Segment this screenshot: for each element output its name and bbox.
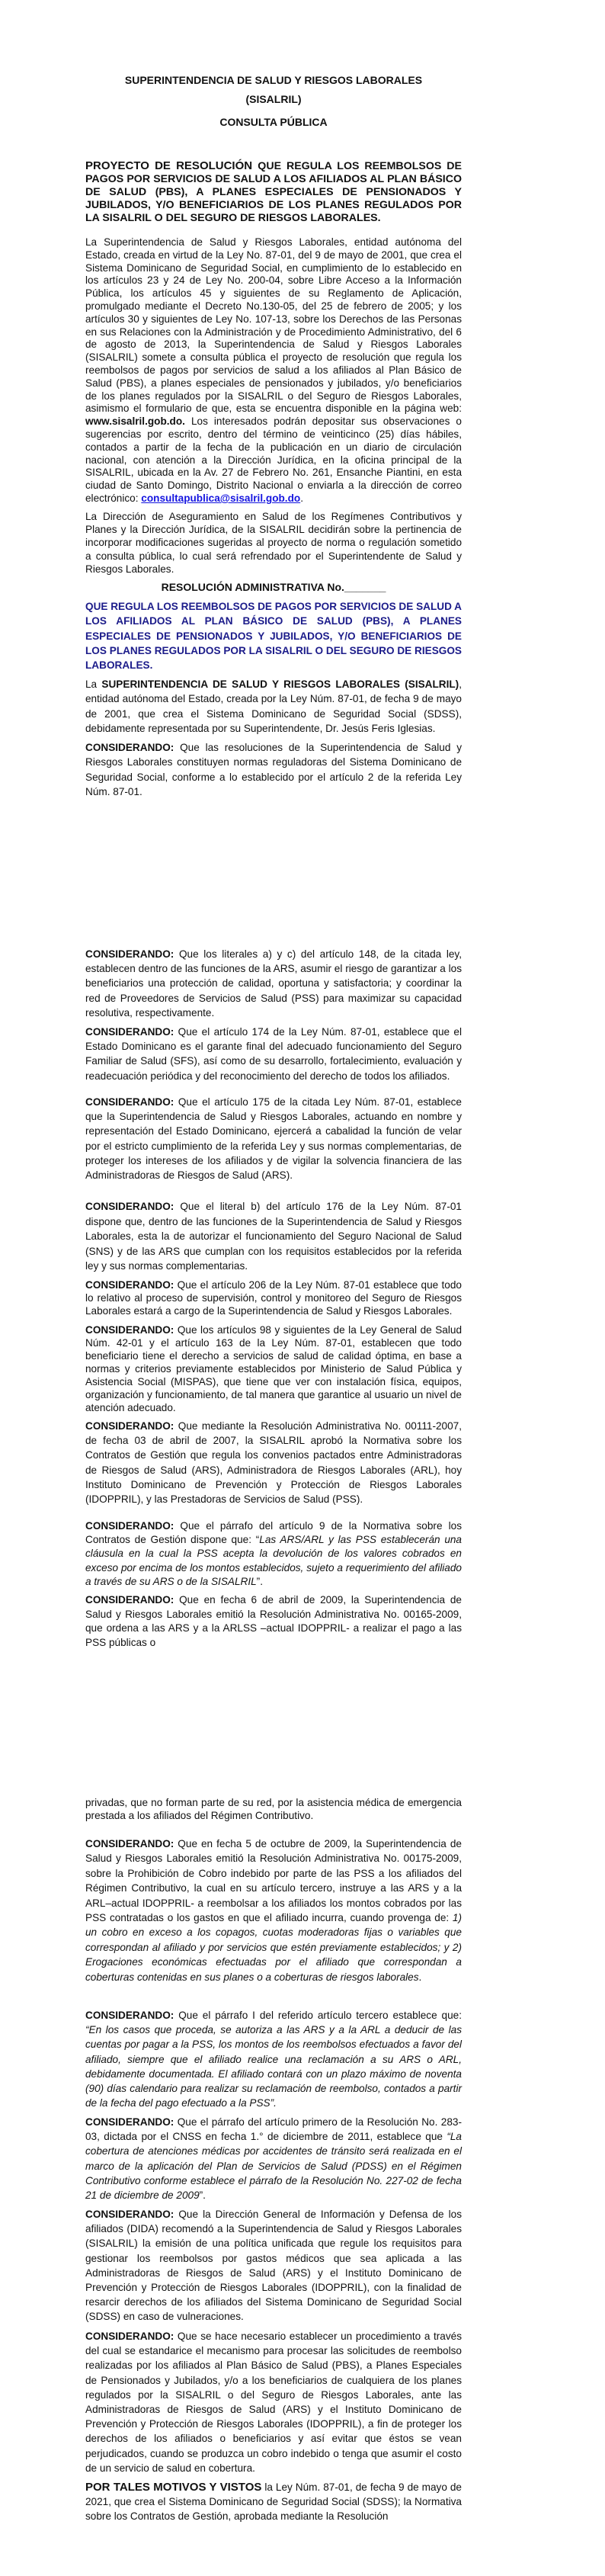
- paragraph: [85, 740, 462, 799]
- quoted-text: “La cobertura de atenciones médicas por accidentes de tránsito será realizada en el marco de la aplicación del Plan de Servicios de Salud (PDSS) en el Régimen Contributivo conforme establece el párrafo de la Resolución No. 227-02 de fecha 21 de diciembre de 2009: [85, 2131, 462, 2202]
- paragraph: [85, 677, 462, 736]
- paragraph: [85, 1278, 462, 1317]
- text-run: la Ley Núm. 87-01, de fecha 9 de mayo de 2021, que crea el Sistema Dominicano de Seguridad Social (SDSS); la Normativa sobre los Contratos de Gestión, aprobada mediante la Resolución: [85, 2481, 462, 2523]
- paragraph: [85, 159, 462, 225]
- paragraph: [85, 1796, 462, 1822]
- bold-text: CONSIDERANDO:: [85, 2010, 174, 2021]
- bold-text: POR TALES MOTIVOS Y VISTOS: [85, 2481, 262, 2494]
- text-run: Que los artículos 98 y siguientes de la Ley General de Salud Núm. 42-01 y el artículo 163 de la Ley Núm. 87-01, establecen que todo beneficiario tiene el derecho a servicios de salud de calidad óptima, en base a normas y criterios previamente establecidos por Ministerio de Salud Pública y Asistencia Social (MISPAS), que tiene que ver con instalación física, equipos, organización y funcionamiento, de tal manera que garantice al usuario un nivel de atención adecuado.: [85, 1324, 462, 1413]
- bold-text: www.sisalril.gob.do.: [85, 415, 185, 428]
- text-run: CONSULTA PÚBLICA: [219, 116, 328, 128]
- bold-text: CONSIDERANDO:: [85, 2116, 174, 2128]
- paragraph: [85, 2329, 462, 2475]
- text-run: Que el párrafo del artículo primero de la Resolución No. 283-03, dictada por el CNSS en fecha 1.° de diciembre de 2011, establece que: [85, 2116, 462, 2143]
- text-run: , entidad autónoma del Estado, creada por la Ley Núm. 87-01, de fecha 9 de mayo de 2001, que crea el Sistema Dominicano de Seguridad Social (SDSS), debidamente representada por su Superintendente, Dr. Jesús Feris Iglesias.: [85, 678, 462, 734]
- paragraph: [85, 1419, 462, 1506]
- text-run: Que el párrafo I del referido artículo tercero establece que:: [174, 2010, 462, 2021]
- text-run: RESOLUCIÓN ADMINISTRATIVA No._______: [161, 581, 386, 593]
- text-run: Que en fecha 5 de octubre de 2009, la Superintendencia de Salud y Riesgos Laborales emitió la Resolución Administrativa No. 00175-2009, sobre la Prohibición de Cobro indebido por parte de las PSS a los afiliados del Régimen Contributivo, la cual en su artículo tercero, instruye a las ARS y a la ARL–actual IDOPPRIL- a reembolsar a los afiliados los montos cobrados por las PSS contratadas o los gastos en que el afiliado incurra, cuando provenga de:: [85, 1838, 462, 1924]
- bold-text: CONSIDERANDO:: [85, 1026, 174, 1038]
- bold-text: QUE REGULA LOS REEMBOLSOS DE PAGOS POR SERVICIOS DE SALUD A LOS AFILIADOS AL PLAN BÁSICO DE SALUD (PBS), A PLANES ESPECIALES DE PENSIONADOS Y JUBILADOS, Y/O BENEFICIARIOS DE LOS PLANES REGULADOS POR LA SISALRIL O DEL SEGURO DE RIESGOS LABORALES.: [85, 160, 462, 224]
- text-run: Que las resoluciones de la Superintendencia de Salud y Riesgos Laborales constituyen normas reguladoras del Sistema Dominicano de Seguridad Social, conforme a lo establecido por el artículo 2 de la referida Ley Núm. 87-01.: [85, 742, 462, 797]
- paragraph: [85, 2115, 462, 2202]
- text-run: Que el artículo 174 de la Ley Núm. 87-01, establece que el Estado Dominicano es el garante final del adecuado funcionamiento del Seguro Familiar de Salud (SFS), así como de su desarrollo, fortalecimiento, evaluación y readecuación periódica y del reconocimiento del derecho de todos los afiliados.: [85, 1026, 462, 1082]
- paragraph: [85, 1199, 462, 1274]
- bold-text: CONSIDERANDO:: [85, 948, 174, 960]
- text-run: .: [300, 492, 303, 504]
- bold-text: CONSIDERANDO:: [85, 1520, 174, 1532]
- bold-text: SUPERINTENDENCIA DE SALUD Y RIESGOS LABORALES (SISALRIL): [101, 678, 459, 690]
- text-run: La Superintendencia de Salud y Riesgos Laborales, entidad autónoma del Estado, creada en virtud de la Ley No. 87-01, del 9 de mayo de 2001, que crea el Sistema Dominicano de Seguridad Social, en cumplimiento de lo establecido en los artículos 23 y 24 de Ley No. 200-04, sobre Libre Acceso a la Información Pública, los artículos 45 y siguientes de su Reglamento de Aplicación, promulgado mediante el Decreto No.130-05, del 25 de febrero de 2005; y los artículos 30 y siguientes de Ley No. 107-13, sobre los Derechos de las Personas en sus Relaciones con la Administración y de Procedimiento Administrativo, del 6 de agosto de 2013, la Superintendencia de Salud y Riesgos Laborales (SISALRIL) somete a consulta pública el proyecto de resolución que regula los reembolsos de pagos por servicios de salud a los afiliados al Plan Básico de Salud (PBS), a planes especiales de pensionados y jubilados, y/o beneficiarios de los planes regulados por la SISALRIL o del Seguro de Riesgos Laborales, asimismo el formulario de que, esta se encuentra disponible en la página web:: [85, 236, 462, 415]
- bold-text: CONSIDERANDO:: [85, 1324, 174, 1336]
- paragraph: [85, 947, 462, 1020]
- text-run: Que el artículo 175 de la citada Ley Núm. 87-01, establece que la Superintendencia de Salud y Riesgos Laborales, actuando en nombre y representación del Estado Dominicano, ejercerá a cabalidad la función de velar por el estricto cumplimiento de la referida Ley y sus normas complementarias, de proteger los intereses de los afiliados y de vigilar la solvencia financiera de las Administradoras de Riesgos de Salud (ARS).: [85, 1096, 462, 1182]
- paragraph: [85, 1593, 462, 1650]
- text-run: Que el párrafo del artículo 9 de la Normativa sobre los Contratos de Gestión dispone que: “: [85, 1520, 462, 1546]
- bold-text: CONSIDERANDO:: [85, 1096, 174, 1108]
- heading: [85, 73, 462, 88]
- paragraph: [85, 1837, 462, 1984]
- heading: [85, 92, 462, 107]
- text-run: Que el artículo 206 de la Ley Núm. 87-01 establece que todo lo relativo al proceso de supervisión, control y monitoreo del Seguro de Riesgos Laborales estará a cargo de la Superintendencia de Salud y Riesgos Laborales.: [85, 1279, 462, 1317]
- paragraph: [85, 236, 462, 505]
- text-run: Que mediante la Resolución Administrativa No. 00111-2007, de fecha 03 de abril de 2007, la SISALRIL aprobó la Normativa sobre los Contratos de Gestión que regula los convenios pactados entre Administradoras de Riesgos de Salud (ARS), Administradora de Riesgos Laborales (ARL), hoy Instituto Dominicano de Prevención y Protección de Riesgos Laborales (IDOPPRIL), y las Prestadoras de Servicios de Salud (PSS).: [85, 1420, 462, 1506]
- quoted-text: “En los casos que proceda, se autoriza a las ARS y a la ARL a deducir de las cuentas por pagar a la PSS, los montos de los reembolsos efectuados a favor del afiliado, siempre que el afiliado realice una reclamación a su ARS o ARL, debidamente documentada. El afiliado contará con un plazo máximo de noventa (90) días calendario para realizar su reclamación de reembolso, contados a partir de la fecha del pago efectuado a la PSS”.: [85, 2024, 462, 2109]
- text-run: .: [418, 1971, 422, 1983]
- quoted-text: Las ARS/ARL y las PSS establecerán una cláusula en la cual la PSS acepta la devolución de los valores cobrados en exceso por encima de los montos establecidos, sujeto a requerimiento del afiliado a través de su ARS o de la SISALRIL: [85, 1534, 462, 1587]
- bold-text: CONSIDERANDO:: [85, 1279, 174, 1291]
- bold-text: CONSIDERANDO:: [85, 742, 174, 753]
- text-run: Que el literal b) del artículo 176 de la Ley Núm. 87-01 dispone que, dentro de las funciones de la Superintendencia de Salud y Riesgos Laborales, esta la de autorizar el funcionamiento del Seguro Nacional de Salud (SNS) y de las ARS que cumplan con los requisitos establecidos por la referida ley y sus normas complementarias.: [85, 1201, 462, 1272]
- paragraph: [85, 2207, 462, 2324]
- bold-text: CONSIDERANDO:: [85, 2331, 174, 2342]
- paragraph: [85, 1025, 462, 1083]
- bold-text: CONSIDERANDO:: [85, 1838, 174, 1849]
- bold-text: CONSIDERANDO:: [85, 2209, 174, 2220]
- bold-text: PROYECTO DE RESOLUCIÓN: [85, 159, 258, 172]
- text-run: ”.: [199, 2189, 206, 2202]
- resolution-subtitle: [85, 599, 462, 672]
- bold-text: CONSIDERANDO:: [85, 1420, 174, 1432]
- heading: [85, 580, 462, 595]
- text-run: privadas, que no forman parte de su red, por la asistencia médica de emergencia prestada a los afiliados del Régimen Contributivo.: [85, 1797, 462, 1821]
- text-run: Los interesados podrán depositar sus observaciones o sugerencias por escrito, dentro del término de veinticinco (25) días hábiles, contados a partir de la fecha de la publicación en un diario de circulación nacional, con atención a la Dirección Jurídica, en la oficina principal de la SISALRIL, ubicada en la Av. 27 de Febrero No. 261, Ensanche Piantini, en esta ciudad de Santo Domingo, Distrito Nacional o enviarla a la dirección de correo electrónico:: [85, 415, 462, 504]
- text-run: Que en fecha 6 de abril de 2009, la Superintendencia de Salud y Riesgos Laborales emitió la Resolución Administrativa No. 00165-2009, que ordena a las ARS y a la ARLSS –actual IDOPPRIL- a realizar el pago a las PSS públicas o: [85, 1594, 462, 1648]
- bold-text: CONSIDERANDO:: [85, 1201, 174, 1212]
- quoted-text: 1) un cobro en exceso a los copagos, cuotas moderadoras fijas o variables que correspondan al afiliado y por servicios que estén previamente establecidos; y 2) Erogaciones económicas efectuadas por el afiliado que correspondan a coberturas contenidas en sus planes o a coberturas de riesgos laborales: [85, 1912, 462, 1983]
- text-run: Que se hace necesario establecer un procedimiento a través del cual se estandarice el mecanismo para procesar las solicitudes de reembolso realizadas por los afiliados al Plan Básico de Salud (PBS), a Planes Especiales de Pensionados y Jubilados, y/o a los beneficiarios de cualquiera de los planes regulados por la SISALRIL o del Seguro de Riesgos Laborales, ante las Administradoras de Riesgos de Salud (ARS) y el Instituto Dominicano de Prevención y Protección de Riesgos Laborales (IDOPPRIL), a fin de proteger los derechos de los afiliados o beneficiarios y así evitar que éstos se vean perjudicados, cuando se produzca un cobro indebido o tenga que asumir el costo de un servicio de salud en cobertura.: [85, 2331, 462, 2474]
- paragraph: [85, 510, 462, 576]
- paragraph: [85, 1095, 462, 1182]
- heading: [85, 115, 462, 130]
- text-run: Que la Dirección General de Información y Defensa de los afiliados (DIDA) recomendó a la Superintendencia de Salud y Riesgos Laborales (SISALRIL) la emisión de una política unificada que regule los requisitos para gestionar los reembolsos por gastos médicos que sea aplicada a las Administradoras de Riesgos de Salud (ARS) y el Instituto Dominicano de Prevención y Protección de Riesgos Laborales (IDOPPRIL), con la finalidad de resarcir derechos de los afiliados del Sistema Dominicano de Seguridad Social (SDSS) en caso de vulneraciones.: [85, 2209, 462, 2323]
- bold-text: CONSIDERANDO:: [85, 1594, 174, 1606]
- text-run: (SISALRIL): [245, 93, 302, 105]
- text-run: SUPERINTENDENCIA DE SALUD Y RIESGOS LABORALES: [124, 74, 423, 86]
- text-run: La: [85, 678, 102, 690]
- paragraph: [85, 2008, 462, 2110]
- text-run: La Dirección de Aseguramiento en Salud de los Regímenes Contributivos y Planes y la Dirección Jurídica, de la SISALRIL decidirán sobre la pertinencia de incorporar modificaciones sugeridas al proyecto de norma o regulación sometido a consulta pública, lo cual será refrendado por el Superintendente de Salud y Riesgos Laborales.: [85, 511, 462, 575]
- paragraph: [85, 1519, 462, 1589]
- paragraph: [85, 2480, 462, 2524]
- email-link[interactable]: consultapublica@sisalril.gob.do: [141, 492, 301, 504]
- text-run: QUE REGULA LOS REEMBOLSOS DE PAGOS POR SERVICIOS DE SALUD A LOS AFILIADOS AL PLAN BÁSICO DE SALUD (PBS), A PLANES ESPECIALES DE PENSIONADOS Y JUBILADOS, Y/O BENEFICIARIOS DE LOS PLANES REGULADOS POR LA SISALRIL O DEL SEGURO DE RIESGOS LABORALES.: [85, 601, 462, 672]
- paragraph: [85, 1323, 462, 1414]
- text-run: ”.: [256, 1575, 263, 1587]
- text-run: Que los literales a) y c) del artículo 148, de la citada ley, establecen dentro de las funciones de la ARS, asumir el riesgo de garantizar a los beneficiarios una protección de calidad, oportuna y satisfactoria; y coordinar la red de Proveedores de Servicios de Salud (PSS) para maximizar su capacidad resolutiva, respectivamente.: [85, 948, 462, 1019]
